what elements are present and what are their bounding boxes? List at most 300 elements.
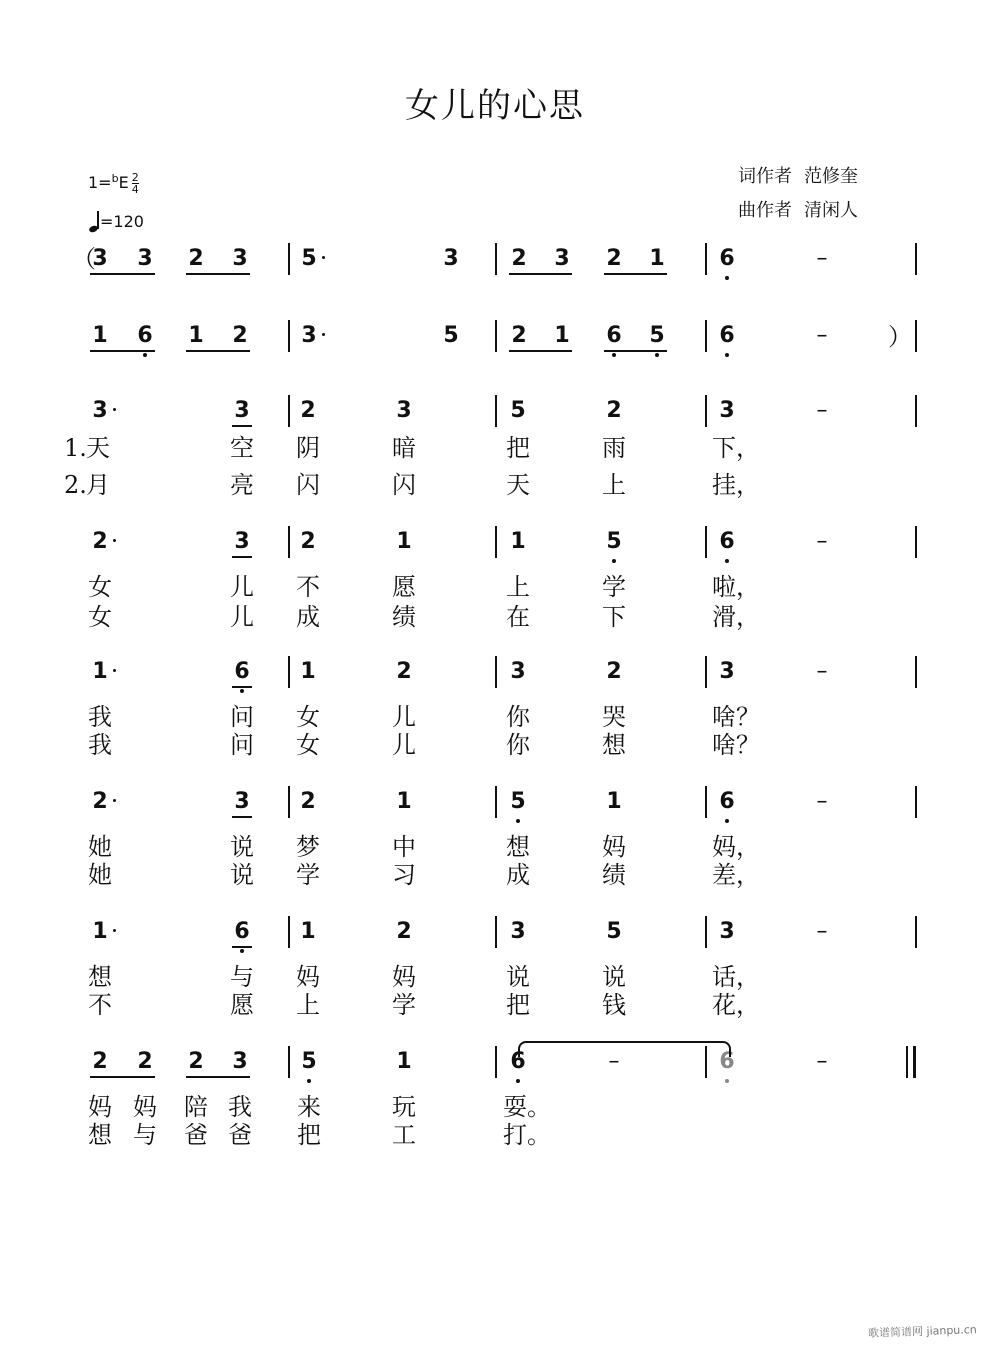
barline <box>915 786 917 818</box>
note <box>809 1049 835 1075</box>
note <box>438 246 464 272</box>
note <box>391 398 417 424</box>
note <box>601 398 627 424</box>
lyric-char: 女 <box>296 703 320 731</box>
note <box>505 919 531 945</box>
note <box>391 659 417 685</box>
lyric-char: 花， <box>712 991 760 1019</box>
lyric-char: 爸 <box>228 1121 252 1149</box>
note-digit: 3 <box>443 246 459 271</box>
note <box>601 246 627 272</box>
lyric-char: 差， <box>712 861 760 889</box>
note <box>295 659 321 685</box>
note-digit: 2 <box>92 1049 108 1074</box>
note <box>391 919 417 945</box>
quarter-note-icon <box>88 211 100 233</box>
lyric-char: 不 <box>88 991 112 1019</box>
note-digit: 2 <box>606 659 622 684</box>
note-digit: 2 <box>396 919 412 944</box>
note-digit: 1 <box>554 323 570 348</box>
lyric-char: 我 <box>88 703 112 731</box>
note <box>644 323 670 349</box>
note-digit: 2 <box>606 246 622 271</box>
lyric-char: 想 <box>88 1121 112 1149</box>
note-digit: 6 <box>719 789 735 814</box>
lyric-char: 儿 <box>230 603 254 631</box>
note-digit: 3 <box>232 246 248 271</box>
note-digit: 1 <box>396 789 412 814</box>
eighth-beam <box>509 350 572 352</box>
barline <box>705 243 707 275</box>
barline <box>915 526 917 558</box>
verse-number-1: 1. <box>64 434 87 462</box>
lyric-char: 话， <box>712 963 760 991</box>
note-digit: 2 <box>232 323 248 348</box>
lyric-char: 妈 <box>88 1093 112 1121</box>
lyric-char: 想 <box>88 963 112 991</box>
lower-octave-dot <box>516 819 520 823</box>
note-digit: 3 <box>510 659 526 684</box>
barline <box>495 656 497 688</box>
lyric-char: 下， <box>712 434 760 462</box>
lyric-char: 把 <box>506 991 530 1019</box>
lyric-char: 来 <box>297 1093 321 1121</box>
lyric-char: 习 <box>392 861 416 889</box>
note <box>132 246 158 272</box>
note <box>809 323 835 349</box>
note <box>505 789 531 815</box>
note-digit: 3 <box>301 323 317 348</box>
note <box>601 659 627 685</box>
eighth-beam <box>232 946 252 948</box>
lower-octave-dot <box>240 949 244 953</box>
lyric-char: 说 <box>230 833 254 861</box>
lyric-char: 我 <box>228 1093 252 1121</box>
eighth-beam <box>232 556 252 558</box>
eighth-beam <box>186 1076 250 1078</box>
intro-paren-open: （ <box>72 245 96 273</box>
lyric-char: 上 <box>602 471 626 499</box>
lyric-char: 愿 <box>230 991 254 1019</box>
barline <box>495 916 497 948</box>
lyric-char: 亮 <box>230 471 254 499</box>
barline <box>705 320 707 352</box>
lyric-char: 与 <box>133 1121 157 1149</box>
intro-paren-close: ） <box>888 323 912 351</box>
lyric-char: 上 <box>506 573 530 601</box>
tie-slur <box>518 1041 731 1057</box>
barline <box>288 916 290 948</box>
note-digit: 3 <box>92 398 108 423</box>
note <box>714 398 740 424</box>
note-digit: – <box>816 529 828 554</box>
note <box>714 323 740 349</box>
note-digit: – <box>816 398 828 423</box>
note <box>505 659 531 685</box>
barline <box>495 786 497 818</box>
note-digit: 5 <box>301 246 317 271</box>
eighth-beam <box>604 350 667 352</box>
lyric-char: 耍。 <box>503 1093 551 1121</box>
note-digit: 6 <box>510 1049 526 1074</box>
lyric-char: 想 <box>506 833 530 861</box>
lyric-char: 说 <box>602 963 626 991</box>
note-digit: 2 <box>300 529 316 554</box>
key-tempo-info <box>88 168 144 233</box>
lyric-char: 空 <box>230 434 254 462</box>
lyric-char: 天 <box>86 434 110 462</box>
eighth-beam <box>232 425 252 427</box>
lower-octave-dot <box>725 819 729 823</box>
eighth-beam <box>509 273 572 275</box>
barline <box>288 243 290 275</box>
note <box>809 919 835 945</box>
note-digit: 5 <box>510 398 526 423</box>
barline <box>915 395 917 427</box>
note <box>296 323 322 349</box>
note <box>549 246 575 272</box>
note <box>229 659 255 685</box>
lyric-char: 儿 <box>230 573 254 601</box>
lyric-char: 女 <box>88 573 112 601</box>
lyric-char: 啥？ <box>712 703 760 731</box>
note <box>132 323 158 349</box>
lyric-char: 妈 <box>602 833 626 861</box>
lyric-char: 梦 <box>296 833 320 861</box>
eighth-beam <box>90 1076 155 1078</box>
lyric-char: 滑， <box>712 603 760 631</box>
note <box>505 529 531 555</box>
barline <box>705 395 707 427</box>
composer-credit: 曲作者 清闲人 <box>738 200 858 221</box>
lyric-char: 问 <box>230 731 254 759</box>
barline <box>705 916 707 948</box>
note <box>227 246 253 272</box>
note <box>549 323 575 349</box>
note-digit: 2 <box>188 246 204 271</box>
note-digit: 2 <box>92 789 108 814</box>
note <box>87 659 113 685</box>
lyric-char: 啥？ <box>712 731 760 759</box>
note-digit: 3 <box>234 529 250 554</box>
note-digit: – <box>816 1049 828 1074</box>
tempo-marking: =120 <box>88 211 144 233</box>
note <box>183 246 209 272</box>
augmentation-dot <box>113 408 116 411</box>
note-digit: – <box>816 323 828 348</box>
barline <box>705 786 707 818</box>
barline <box>495 395 497 427</box>
note-digit: 1 <box>92 919 108 944</box>
lyric-char: 挂， <box>712 471 760 499</box>
note <box>438 323 464 349</box>
barline <box>288 656 290 688</box>
lower-octave-dot <box>655 353 659 357</box>
lyric-char: 哭 <box>602 703 626 731</box>
eighth-beam <box>186 350 250 352</box>
final-barline-thin <box>906 1046 908 1078</box>
lyric-char: 成 <box>296 603 320 631</box>
note-digit: 1 <box>300 919 316 944</box>
note <box>183 323 209 349</box>
note <box>391 1049 417 1075</box>
note <box>87 919 113 945</box>
note-digit: 2 <box>137 1049 153 1074</box>
note <box>809 789 835 815</box>
note-digit: 2 <box>511 246 527 271</box>
lyric-char: 儿 <box>392 703 416 731</box>
note <box>87 1049 113 1075</box>
barline <box>288 786 290 818</box>
note-digit: 6 <box>719 1049 735 1074</box>
note <box>505 398 531 424</box>
note <box>714 659 740 685</box>
lyric-char: 上 <box>296 991 320 1019</box>
note <box>227 1049 253 1075</box>
lyric-char: 儿 <box>392 731 416 759</box>
lyric-char: 我 <box>88 731 112 759</box>
note-digit: 2 <box>300 789 316 814</box>
note <box>601 789 627 815</box>
eighth-beam <box>90 273 155 275</box>
note <box>183 1049 209 1075</box>
song-title: 女儿的心思 <box>405 86 585 126</box>
note-digit: 1 <box>396 1049 412 1074</box>
lyric-char: 说 <box>506 963 530 991</box>
note-digit: 3 <box>719 919 735 944</box>
lyric-char: 与 <box>230 963 254 991</box>
note-digit: 1 <box>510 529 526 554</box>
lyric-char: 她 <box>88 861 112 889</box>
note <box>506 246 532 272</box>
note-digit: 1 <box>649 246 665 271</box>
lower-octave-dot <box>612 353 616 357</box>
lyric-char: 陪 <box>184 1093 208 1121</box>
lyric-char: 女 <box>296 731 320 759</box>
lyric-char: 说 <box>230 861 254 889</box>
note <box>87 529 113 555</box>
note <box>295 398 321 424</box>
lyric-char: 妈 <box>392 963 416 991</box>
lyric-char: 想 <box>602 731 626 759</box>
lower-octave-dot <box>725 1079 729 1083</box>
lyric-char: 天 <box>506 471 530 499</box>
note-digit: – <box>816 789 828 814</box>
lyric-char: 成 <box>506 861 530 889</box>
lyric-char: 中 <box>392 833 416 861</box>
lower-octave-dot <box>516 1079 520 1083</box>
lyric-char: 学 <box>602 573 626 601</box>
key-signature: 1=$^b$E $\frac{2}{4}$ <box>88 171 139 196</box>
note <box>229 919 255 945</box>
lyric-char: 阴 <box>296 434 320 462</box>
lyric-char: 月 <box>86 471 110 499</box>
lyric-char: 学 <box>392 991 416 1019</box>
lower-octave-dot <box>725 276 729 280</box>
lyric-char: 学 <box>296 861 320 889</box>
augmentation-dot <box>322 333 325 336</box>
eighth-beam <box>604 273 667 275</box>
note-digit: 1 <box>300 659 316 684</box>
note <box>809 529 835 555</box>
note-digit: 2 <box>300 398 316 423</box>
note-digit: 2 <box>511 323 527 348</box>
lyric-char: 你 <box>506 703 530 731</box>
note <box>295 789 321 815</box>
note-digit: 6 <box>719 323 735 348</box>
note-digit: 3 <box>396 398 412 423</box>
augmentation-dot <box>113 539 116 542</box>
lyric-char: 闪 <box>296 471 320 499</box>
note-digit: 3 <box>137 246 153 271</box>
lyric-char: 女 <box>88 603 112 631</box>
note <box>87 398 113 424</box>
barline <box>705 526 707 558</box>
note-digit: 5 <box>443 323 459 348</box>
note-digit: 1 <box>92 323 108 348</box>
lyric-char: 钱 <box>602 991 626 1019</box>
augmentation-dot <box>113 799 116 802</box>
note-digit: 3 <box>510 919 526 944</box>
note-digit: 6 <box>719 529 735 554</box>
lyric-char: 闪 <box>392 471 416 499</box>
lower-octave-dot <box>240 689 244 693</box>
lower-octave-dot <box>612 559 616 563</box>
note <box>229 789 255 815</box>
barline <box>288 320 290 352</box>
note-digit: 5 <box>301 1049 317 1074</box>
note-digit: 3 <box>92 246 108 271</box>
note <box>227 323 253 349</box>
note <box>714 789 740 815</box>
barline <box>288 526 290 558</box>
note-digit: 5 <box>510 789 526 814</box>
note-digit: 3 <box>234 789 250 814</box>
note-digit: 1 <box>396 529 412 554</box>
note-digit: 6 <box>606 323 622 348</box>
note <box>391 529 417 555</box>
augmentation-dot <box>113 929 116 932</box>
lyric-char: 你 <box>506 731 530 759</box>
note <box>229 398 255 424</box>
note-digit: 1 <box>606 789 622 814</box>
note <box>132 1049 158 1075</box>
barline <box>288 395 290 427</box>
lower-octave-dot <box>143 353 147 357</box>
note <box>506 323 532 349</box>
lyric-char: 打。 <box>503 1121 551 1149</box>
note <box>296 1049 322 1075</box>
note <box>714 529 740 555</box>
note-digit: 1 <box>188 323 204 348</box>
note-digit: – <box>816 659 828 684</box>
note-digit: 2 <box>188 1049 204 1074</box>
lyric-char: 啦， <box>712 573 760 601</box>
note <box>296 246 322 272</box>
augmentation-dot <box>113 669 116 672</box>
note-digit: – <box>816 246 828 271</box>
lyric-char: 下 <box>602 603 626 631</box>
note <box>601 919 627 945</box>
barline <box>495 320 497 352</box>
lyric-char: 雨 <box>602 434 626 462</box>
lyric-char: 把 <box>297 1121 321 1149</box>
note <box>295 919 321 945</box>
watermark: 歌谱简谱网 jianpu.cn <box>868 1323 978 1340</box>
augmentation-dot <box>322 256 325 259</box>
note-digit: 5 <box>606 529 622 554</box>
note-digit: 3 <box>234 398 250 423</box>
lyric-char: 玩 <box>392 1093 416 1121</box>
barline <box>288 1046 290 1078</box>
lyric-char: 把 <box>506 434 530 462</box>
note <box>809 246 835 272</box>
note-digit: 3 <box>719 659 735 684</box>
note <box>714 246 740 272</box>
barline <box>915 656 917 688</box>
note <box>87 323 113 349</box>
note-digit: 6 <box>234 919 250 944</box>
eighth-beam <box>90 350 155 352</box>
note <box>809 659 835 685</box>
note-digit: 3 <box>232 1049 248 1074</box>
note-digit: 6 <box>234 659 250 684</box>
lyric-char: 妈 <box>133 1093 157 1121</box>
lyric-char: 暗 <box>392 434 416 462</box>
eighth-beam <box>232 686 252 688</box>
lyric-char: 妈， <box>712 833 760 861</box>
lyric-char: 问 <box>230 703 254 731</box>
lyricist-credit: 词作者 范修奎 <box>738 166 858 187</box>
note-digit: 6 <box>719 246 735 271</box>
barline <box>705 656 707 688</box>
note <box>601 529 627 555</box>
note-digit: 2 <box>606 398 622 423</box>
note <box>87 789 113 815</box>
lower-octave-dot <box>725 559 729 563</box>
lower-octave-dot <box>307 1079 311 1083</box>
note-digit: 2 <box>92 529 108 554</box>
note <box>809 398 835 424</box>
lyric-char: 在 <box>506 603 530 631</box>
note-digit: 6 <box>137 323 153 348</box>
note-digit: – <box>608 1049 620 1074</box>
final-barline-thick <box>913 1046 916 1078</box>
lyric-char: 愿 <box>392 573 416 601</box>
note-digit: 2 <box>396 659 412 684</box>
lyric-char: 爸 <box>184 1121 208 1149</box>
barline <box>915 243 917 275</box>
lyric-char: 她 <box>88 833 112 861</box>
lyric-char: 不 <box>296 573 320 601</box>
barline <box>915 916 917 948</box>
time-signature: $\frac{2}{4}$ <box>131 171 139 196</box>
verse-number-2: 2. <box>64 471 87 499</box>
note-digit: 3 <box>719 398 735 423</box>
note <box>391 789 417 815</box>
note <box>644 246 670 272</box>
note-digit: 3 <box>554 246 570 271</box>
barline <box>915 320 917 352</box>
note-digit: 1 <box>92 659 108 684</box>
eighth-beam <box>232 816 252 818</box>
lyric-char: 绩 <box>392 603 416 631</box>
eighth-beam <box>186 273 250 275</box>
lyric-char: 工 <box>392 1121 416 1149</box>
barline <box>495 1046 497 1078</box>
note-digit: 5 <box>649 323 665 348</box>
note <box>601 323 627 349</box>
